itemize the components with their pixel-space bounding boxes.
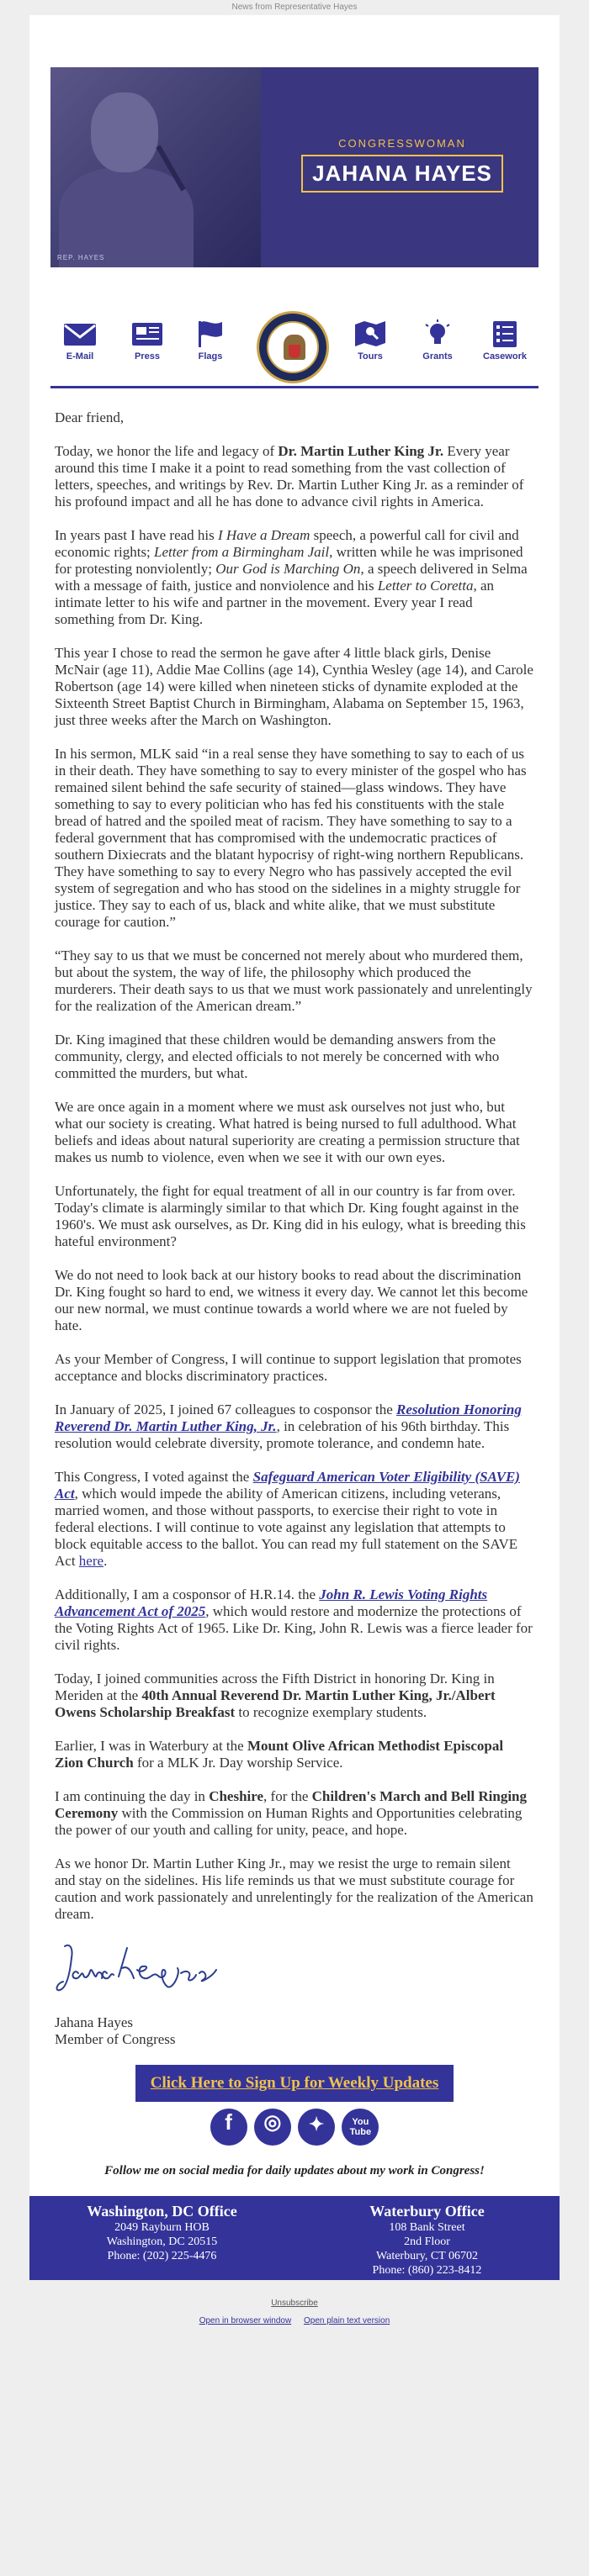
email-footer [0, 2280, 589, 2360]
save-act-link[interactable]: Safeguard American Voter Eligibility (SAVE) Act [55, 1469, 520, 1502]
nav-tours[interactable] [345, 319, 395, 362]
newspaper-icon [129, 319, 166, 348]
paragraph-sermon: This year I chose to read the sermon he gave after 4 little black girls, Denise McNair (age 11), Addie Mae Collins (age 14), Cynthia Wesley (age 14), and Carole Robertson (age 14) were killed when nineteen sticks of dynamite exploded at the Sixteenth Street Baptist Church in Birmingham, Alabama on September 15, 1963, just three weeks after the March on Washington. [55, 645, 533, 728]
nav-casework[interactable] [480, 319, 530, 362]
paragraph-imagined: Dr. King imagined that these children would be demanding answers from the community, clergy, and elected officials to not merely be concerned with who committed the murders, but what. [55, 1032, 500, 1081]
photo-figure [59, 168, 194, 267]
office-phone: Phone: (860) 223-8412 [372, 2264, 482, 2277]
paragraph-readings: In years past I have read his I Have a Dream speech, a powerful call for civil and economic rights; Letter from a Birmingham Jail, written while he was imprisoned for protesting nonviolently; Our God is Marching On, a speech delivered in Selma with a message of faith, justice and nonviolence and his Letter to Coretta, an intimate letter to his wife and partner in the movement. Every year I read something from Dr. King. [55, 527, 528, 627]
signature-image [55, 1940, 265, 1998]
preheader: News from Representative Hayes [231, 3, 358, 12]
browser-view-link[interactable]: Open in browser window [199, 2316, 292, 2325]
paragraph-closing: As we honor Dr. Martin Luther King Jr., may we resist the urge to remain silent and stay on the sidelines. His life reminds us that we must substitute courage for caution and work passionately and unrelentingly for the realization of the American dream. [55, 1855, 533, 1922]
office-footer [29, 2196, 560, 2280]
paragraph-quote-1: In his sermon, MLK said “in a real sense they have something to say to each of us in their death. They have something to say to every minister of the gospel who has remained silent behind the safe security of stained—glass windows. They have something to say to every politician who has fed his constituents with the stale bread of hatred and the spoiled meat of racism. They have something to say to a federal government that has compromised with the undemocratic practices of southern Dixiecrats and the blatant hypocrisy of right-wing northern Republicans. They have something to say to every Negro who has passively accepted the evil system of segregation and who has stood on the sidelines in a mighty struggle for justice. They say to each of us, black and white alike, that we must substitute courage for caution.” [55, 746, 527, 930]
signoff-title: Member of Congress [55, 2031, 176, 2047]
paragraph-resolution: In January of 2025, I joined 67 colleagues to cosponsor the Resolution Honoring Reverend Dr. Martin Luther King, Jr., in celebration of his 96th birthday. This resolution would celebrate diversity, promote tolerance, and condemn hate. [55, 1401, 522, 1451]
footer-links [0, 2316, 589, 2325]
office-line: Waterbury, CT 06702 [376, 2250, 478, 2262]
plain-text-link[interactable]: Open plain text version [304, 2316, 390, 2325]
paragraph-fight: Unfortunately, the fight for equal treatment of all in our country is far from over. Today's climate is alarmingly similar to that which Dr. King fought against in the 1960's. We must ask ourselves, as Dr. King did in his eulogy, what is breeding this hateful environment? [55, 1183, 526, 1249]
office-line: 2049 Rayburn HOB [114, 2221, 210, 2234]
map-icon [352, 319, 389, 348]
nav-bar [50, 311, 539, 388]
resolution-link[interactable]: Resolution Honoring Reverend Dr. Martin Luther King, Jr. [55, 1401, 522, 1434]
cta-wrap [55, 2065, 534, 2102]
envelope-icon [61, 319, 98, 348]
office-phone: Phone: (202) 225-4476 [107, 2250, 217, 2262]
photo-head [91, 92, 158, 172]
seal-inner [267, 321, 319, 373]
congresswoman-photo [50, 67, 261, 267]
paragraph-moment: We are once again in a moment where we must ask ourselves not just who, but what our society is creating. What hatred is being nursed to full adulthood. What beliefs and ideas about natural superiority are creating a permission structure that makes us numb to violence, even when we see it with our own eyes. [55, 1099, 520, 1165]
office-name: Washington, DC Office [87, 2203, 237, 2220]
paragraph-save-act: This Congress, I voted against the Safeguard American Voter Eligibility (SAVE) Act, which would impede the ability of American citizens, including veterans, married women, and those without passports, to exercise their right to vote in federal elections. I will continue to vote against any legislation that attempts to block equitable access to the ballot. You can read my full statement on the SAVE Act here. [55, 1469, 520, 1569]
nav-label: Tours [358, 351, 383, 362]
office-dc [29, 2196, 294, 2280]
lightbulb-icon [419, 319, 456, 348]
paragraph-voting-rights: Additionally, I am a cosponsor of H.R.14. the John R. Lewis Voting Rights Advancement Act of 2025, which would restore and modernize the protections of the Voting Rights Act of 1965. Like Dr. King, John R. Lewis was a fierce leader for civil rights. [55, 1586, 533, 1653]
office-line: 108 Bank Street [389, 2221, 465, 2234]
youtube-icon[interactable]: You Tube [342, 2109, 379, 2146]
office-waterbury [294, 2196, 560, 2280]
shield-icon [289, 345, 300, 358]
house-seal [257, 311, 329, 383]
paragraph-intro: Today, we honor the life and legacy of Dr. Martin Luther King Jr. Every year around this time I make it a point to read something from the vast collection of letters, speeches, and writings by Rev. Dr. Martin Luther King Jr. as a reminder of his profound impact and all he has done to advance civil rights in America. [55, 443, 524, 509]
paragraph-history: We do not need to look back at our history books to read about the discrimination Dr. King fought so hard to end, we witness it every day. We cannot let this become our new normal, we must continue towards a world where we are not fueled by hate. [55, 1267, 528, 1333]
facebook-icon[interactable]: f [210, 2109, 247, 2146]
nav-press[interactable] [122, 319, 172, 362]
social-links [55, 2109, 534, 2152]
office-line: 2nd Floor [404, 2236, 450, 2248]
save-act-statement-link[interactable]: here [78, 1553, 104, 1569]
nav-flags[interactable] [185, 319, 236, 362]
unsubscribe-link[interactable]: Unsubscribe [271, 2299, 318, 2308]
banner-title [301, 137, 503, 193]
paragraph-support: As your Member of Congress, I will continue to support legislation that promotes acceptance and blocks discriminatory practices. [55, 1351, 522, 1384]
flag-icon [192, 319, 229, 348]
checklist-icon [486, 319, 523, 348]
instagram-icon[interactable]: ◎ [254, 2109, 291, 2146]
twitter-icon[interactable]: ✦ [298, 2109, 335, 2146]
nav-email[interactable] [55, 319, 105, 362]
nav-label: Press [135, 351, 160, 362]
voting-rights-link[interactable]: John R. Lewis Voting Rights Advancement Act of 2025 [55, 1586, 488, 1619]
nav-label: E-Mail [66, 351, 94, 362]
paragraph-waterbury: Earlier, I was in Waterbury at the Mount Olive African Methodist Episcopal Zion Church for a MLK Jr. Day worship Service. [55, 1738, 504, 1771]
signature [55, 1940, 534, 2003]
header-banner [50, 67, 539, 267]
paragraph-meriden: Today, I joined communities across the Fifth District in honoring Dr. King in Meriden at the 40th Annual Reverend Dr. Martin Luther King, Jr./Albert Owens Scholarship Breakfast to recognize exemplary students. [55, 1671, 496, 1720]
signoff [55, 2014, 534, 2048]
signoff-name: Jahana Hayes [55, 2014, 133, 2030]
banner-name: JAHANA HAYES [301, 155, 503, 193]
signup-button[interactable]: Click Here to Sign Up for Weekly Updates [135, 2065, 454, 2102]
nav-label: Casework [483, 351, 527, 362]
nav-grants[interactable] [412, 319, 463, 362]
greeting: Dear friend, [55, 409, 125, 425]
office-name: Waterbury Office [369, 2203, 485, 2220]
email-card [29, 15, 560, 2280]
paragraph-cheshire: I am continuing the day in Cheshire, for the Children's March and Bell Ringing Ceremony with the Commission on Human Rights and Opportunities celebrating the power of our youth and calling for unity, peace, and hope. [55, 1788, 528, 1838]
letter-body [50, 388, 539, 2179]
nav-label: Grants [422, 351, 453, 362]
banner-kicker: CONGRESSWOMAN [338, 137, 466, 150]
follow-text: Follow me on social media for daily updates about my work in Congress! [104, 2164, 485, 2177]
office-line: Washington, DC 20515 [106, 2236, 218, 2248]
photo-nameplate: REP. HAYES [57, 254, 105, 261]
paragraph-quote-2: “They say to us that we must be concerned not merely about who murdered them, but about the system, the way of life, the philosophy which produced the murderers. Their death says to us that we must work passionately and unrelentingly for the realization of the American dream.” [55, 948, 533, 1014]
nav-label: Flags [198, 351, 223, 362]
